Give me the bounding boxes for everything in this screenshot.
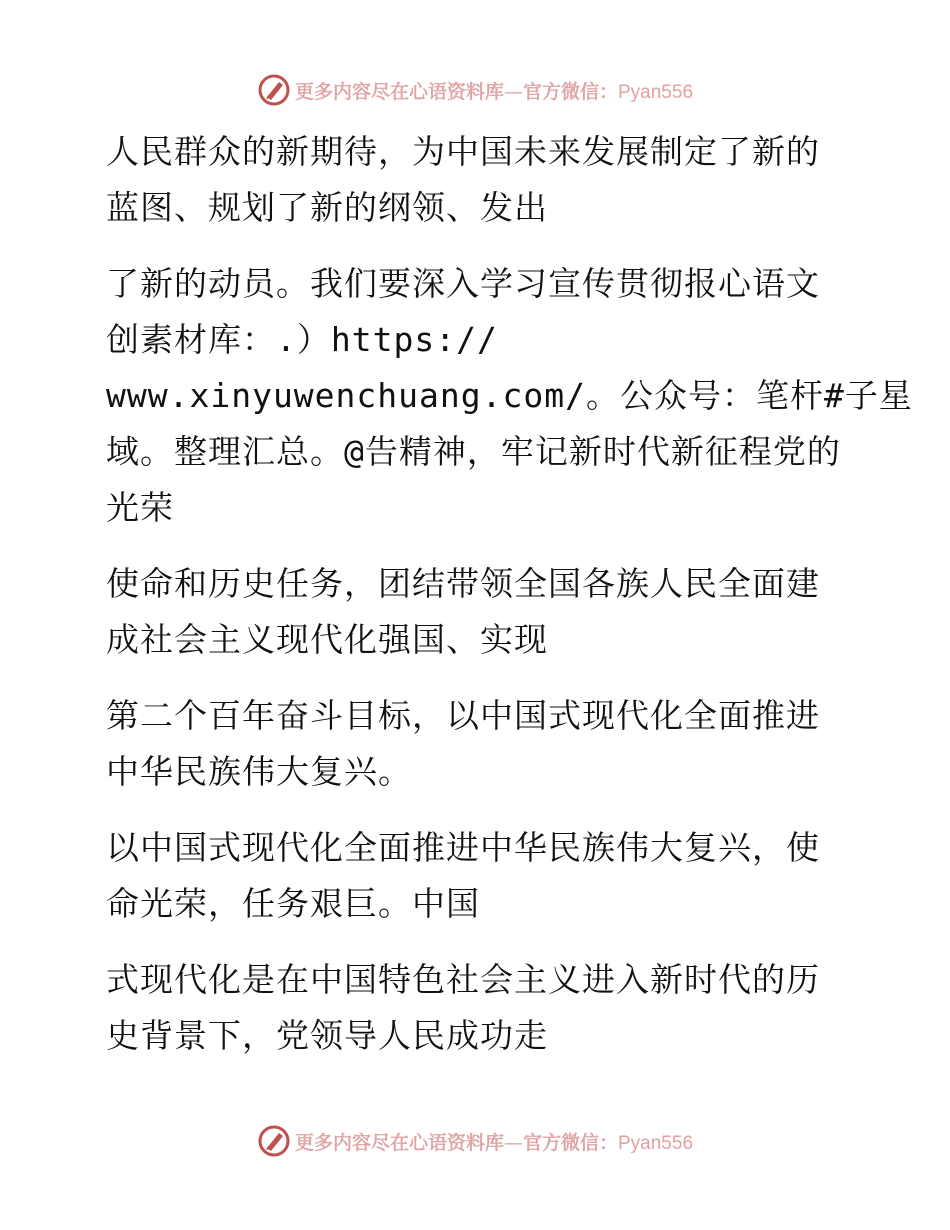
banner-separator: —: [503, 80, 523, 103]
banner-wechat-label: 官方微信：: [522, 80, 618, 103]
header-banner: [0, 70, 950, 110]
text-line: www.xinyuwenchuang.com/。公众号：笔杆#子星: [106, 376, 913, 415]
banner-brand: 更多内容尽在心语资料库: [294, 80, 504, 103]
document-body: [96, 124, 913, 1084]
text-line: 式现代化是在中国特色社会主义进入新时代的历: [106, 960, 820, 999]
banner-separator: —: [503, 1131, 523, 1154]
paragraph: [96, 688, 836, 800]
footer-banner: [0, 1121, 950, 1161]
paragraph: [96, 952, 836, 1064]
banner-text: [295, 1128, 693, 1155]
pen-circle-logo-icon: [257, 73, 291, 107]
text-line: 蓝图、规划了新的纲领、发出: [106, 188, 548, 227]
banner-wechat-label: 官方微信：: [522, 1131, 618, 1154]
text-line: 第二个百年奋斗目标，以中国式现代化全面推进: [106, 696, 820, 735]
paragraph: [96, 820, 836, 932]
text-line: 了新的动员。我们要深入学习宣传贯彻报心语文: [106, 264, 820, 303]
paragraph: [96, 256, 913, 536]
text-line: 域。整理汇总。@告精神，牢记新时代新征程党的: [106, 432, 841, 471]
text-line: 以中国式现代化全面推进中华民族伟大复兴，使: [106, 828, 820, 867]
text-line: 使命和历史任务，团结带领全国各族人民全面建: [106, 564, 820, 603]
text-line: 创素材库：.）https://: [106, 320, 498, 359]
text-line: 史背景下，党领导人民成功走: [106, 1016, 548, 1055]
text-line: 命光荣，任务艰巨。中国: [106, 884, 480, 923]
paragraph: [96, 556, 836, 668]
banner-wechat-id: Pyan556: [618, 1132, 694, 1154]
text-line: 中华民族伟大复兴。: [106, 752, 412, 791]
pen-circle-logo-icon: [257, 1124, 291, 1158]
banner-wechat-id: Pyan556: [618, 81, 694, 103]
text-line: 光荣: [106, 488, 174, 527]
text-line: 成社会主义现代化强国、实现: [106, 620, 548, 659]
banner-text: [295, 77, 693, 104]
paragraph: [96, 124, 836, 236]
banner-brand: 更多内容尽在心语资料库: [294, 1131, 504, 1154]
text-line: 人民群众的新期待，为中国未来发展制定了新的: [106, 132, 820, 171]
